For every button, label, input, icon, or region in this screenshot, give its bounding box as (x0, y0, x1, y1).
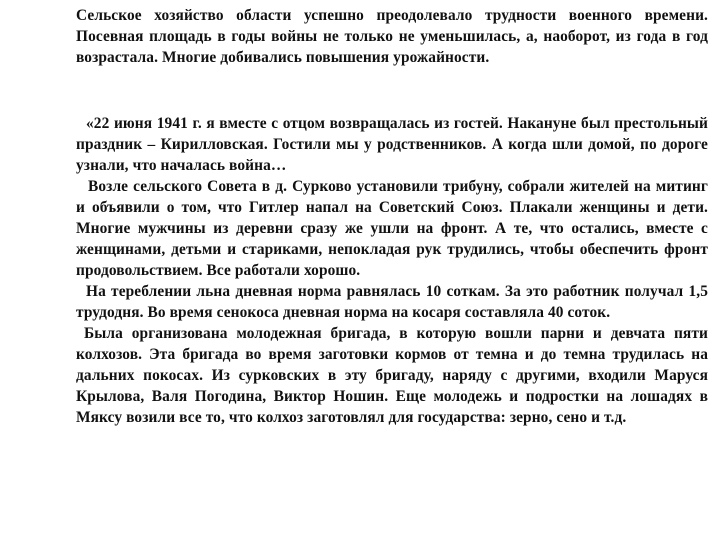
intro-paragraph: Сельское хозяйство области успешно преодолевало трудности военного времени. Посевная площадь в годы войны не только не уменьшилась, а, наоборот, из года в год возрастала. Многие добивались повышения урожайности. (76, 7, 708, 66)
quote-paragraph-1: «22 июня 1941 г. я вместе с отцом возвращалась из гостей. Накануне был престольный праздник – Кирилловская. Гостили мы у родственников. А когда шли домой, по дороге узнали, что началась война… (76, 115, 708, 174)
document-page (76, 0, 708, 540)
quote-paragraph-3: На тереблении льна дневная норма равнялась 10 соткам. За это работник получал 1,5 трудодня. Во время сенокоса дневная норма на косаря составляла 40 соток. (76, 283, 708, 321)
quote-paragraph-2: Возле сельского Совета в д. Сурково установили трибуну, собрали жителей на митинг и объявили о том, что Гитлер напал на Советский Союз. Плакали женщины и дети. Многие мужчины из деревни сразу же ушли на фронт. А те, что остались, вместе с женщинами, детьми и стариками, непокладая рук трудились, чтобы обеспечить фронт продовольствием. Все работали хорошо. (76, 178, 708, 279)
quote-paragraph-4: Была организована молодежная бригада, в которую вошли парни и девчата пяти колхозов. Эта бригада во время заготовки кормов от темна и до темна трудилась на дальних покосах. Из сурковских в эту бригаду, наряду с другими, входили Маруся Крылова, Валя Погодина, Виктор Ношин. Еще молодежь и подростки на лошадях в Мяксу возили все то, что колхоз заготовлял для государства: зерно, сено и т.д. (76, 325, 708, 426)
memoir-quote (76, 113, 708, 428)
